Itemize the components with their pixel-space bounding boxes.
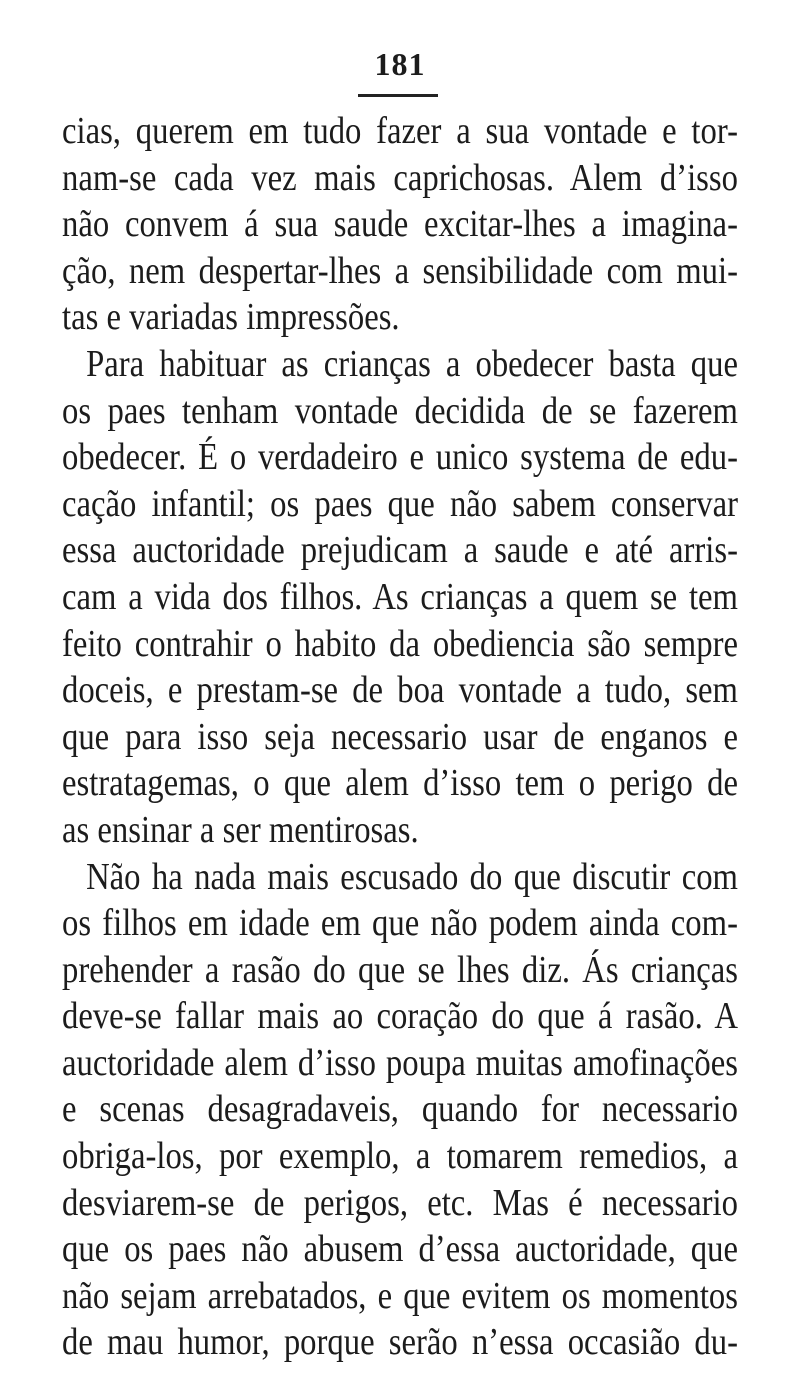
text-line: cação infantil; os paes que não sabem conservar	[62, 482, 738, 525]
paragraph-start: Para habituar as crianças a obedecer basta que	[86, 342, 738, 385]
text-line: tas e variadas impressões.	[62, 296, 400, 339]
text-line: de mau humor, porque serão n’essa occasião du-	[62, 1321, 738, 1364]
text-line: deve-se fallar mais ao coração do que á rasão. A	[62, 995, 738, 1038]
text-line: obriga-los, por exemplo, a tomarem remedios, a	[62, 1135, 738, 1178]
page-number: 181	[374, 46, 426, 82]
text-line: não sejam arrebatados, e que evitem os momentos	[62, 1274, 738, 1317]
text-line: ção, nem despertar-lhes a sensibilidade com mui-	[62, 249, 738, 292]
text-line: feito contrahir o habito da obediencia são sempre	[62, 622, 738, 665]
text-line: prehender a rasão do que se lhes diz. Ás crianças	[62, 948, 738, 991]
text-line: os paes tenham vontade decidida de se fazerem	[62, 389, 738, 432]
text-line: que os paes não abusem d’essa auctoridade, que	[62, 1228, 738, 1271]
text-line: nam-se cada vez mais caprichosas. Alem d’isso	[62, 156, 738, 199]
text-line: cias, querem em tudo fazer a sua vontade e tor-	[62, 110, 738, 152]
paragraph-start: Não ha nada mais escusado do que discutir com	[86, 855, 738, 898]
header-rule	[358, 94, 438, 97]
text-line: as ensinar a ser mentirosas.	[62, 808, 419, 851]
text-line: que para isso seja necessario usar de enganos e	[62, 715, 738, 758]
text-line: auctoridade alem d’isso poupa muitas amofinações	[62, 1041, 738, 1084]
body-text	[62, 108, 738, 1366]
text-line: desviarem-se de perigos, etc. Mas é necessario	[62, 1181, 738, 1224]
text-line: cam a vida dos filhos. As crianças a quem se tem	[62, 575, 738, 618]
text-line: estratagemas, o que alem d’isso tem o perigo de	[62, 762, 738, 805]
text-line: e scenas desagradaveis, quando for necessario	[62, 1088, 738, 1131]
text-line: obedecer. É o verdadeiro e unico systema de edu-	[62, 436, 738, 479]
text-line: essa auctoridade prejudicam a saude e até arris-	[62, 529, 738, 572]
text-line: os filhos em idade em que não podem ainda com-	[62, 902, 738, 945]
text-line: doceis, e prestam-se de boa vontade a tudo, sem	[62, 669, 738, 712]
text-line: não convem á sua saude excitar-lhes a imagina-	[62, 203, 738, 246]
